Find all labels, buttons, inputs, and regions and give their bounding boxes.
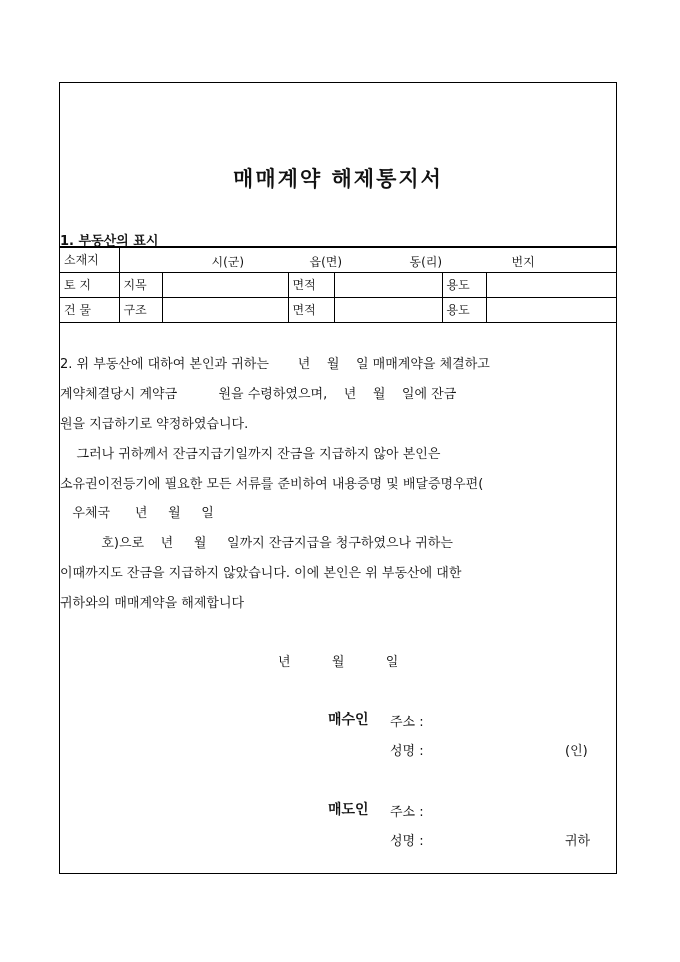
building-structure-value — [162, 297, 288, 322]
section-heading-property: 1. 부동산의 표시 — [60, 234, 159, 249]
location-beonji: 번지 — [511, 255, 535, 269]
building-area-label: 면적 — [288, 297, 334, 322]
body-line-8: 이때까지도 잔금을 지급하지 않았습니다. 이에 본인은 위 부동산에 대한 — [60, 566, 462, 581]
buyer-address-label: 주소 : — [390, 715, 424, 730]
location-eup: 읍(면) — [309, 255, 343, 269]
building-use-label: 용도 — [442, 297, 486, 322]
land-label: 토 지 — [60, 272, 119, 297]
seller-address-label: 주소 : — [390, 805, 424, 820]
buyer-name-label: 성명 : — [390, 744, 424, 759]
land-use-label: 용도 — [442, 272, 486, 297]
buyer-role: 매수인 — [328, 712, 369, 728]
building-label: 건 물 — [60, 297, 119, 322]
body-line-9: 귀하와의 매매계약을 해제합니다 — [60, 596, 245, 611]
location-label: 소재지 — [60, 247, 119, 272]
body-line-1: 2. 위 부동산에 대하여 본인과 귀하는 년 월 일 매매계약을 체결하고 — [60, 357, 490, 372]
body-line-3: 원을 지급하기로 약정하였습니다. — [60, 417, 249, 432]
table-row-land — [60, 272, 617, 297]
buyer-seal: (인) — [565, 744, 588, 759]
seller-role: 매도인 — [328, 802, 369, 818]
seller-name-label: 성명 : — [390, 834, 424, 849]
body-line-7: 호)으로 년 월 일까지 잔금지급을 청구하였으나 귀하는 — [60, 536, 453, 551]
land-category-label: 지목 — [119, 272, 162, 297]
body-line-6: 우체국 년 월 일 — [60, 506, 214, 521]
location-fields — [119, 247, 617, 272]
location-dong: 동(리) — [409, 255, 443, 269]
land-category-value — [162, 272, 288, 297]
building-area-value — [334, 297, 442, 322]
body-line-2: 계약체결당시 계약금 원을 수령하였으며, 년 월 일에 잔금 — [60, 387, 457, 402]
land-area-label: 면적 — [288, 272, 334, 297]
table-row-building — [60, 297, 617, 322]
body-line-5: 소유권이전등기에 필요한 모든 서류를 준비하여 내용증명 및 배달증명우편( — [60, 477, 484, 492]
building-structure-label: 구조 — [119, 297, 162, 322]
property-table — [60, 246, 617, 323]
seller-honorific: 귀하 — [565, 834, 591, 849]
location-si: 시(군) — [211, 255, 245, 269]
land-use-value — [486, 272, 617, 297]
document-frame — [59, 82, 617, 874]
table-row-location — [60, 247, 617, 272]
land-area-value — [334, 272, 442, 297]
building-use-value — [486, 297, 617, 322]
notice-date: 년 월 일 — [278, 655, 399, 670]
document-title: 매매계약 해제통지서 — [233, 166, 443, 191]
body-line-4: 그러나 귀하께서 잔금지급기일까지 잔금을 지급하지 않아 본인은 — [60, 447, 441, 462]
